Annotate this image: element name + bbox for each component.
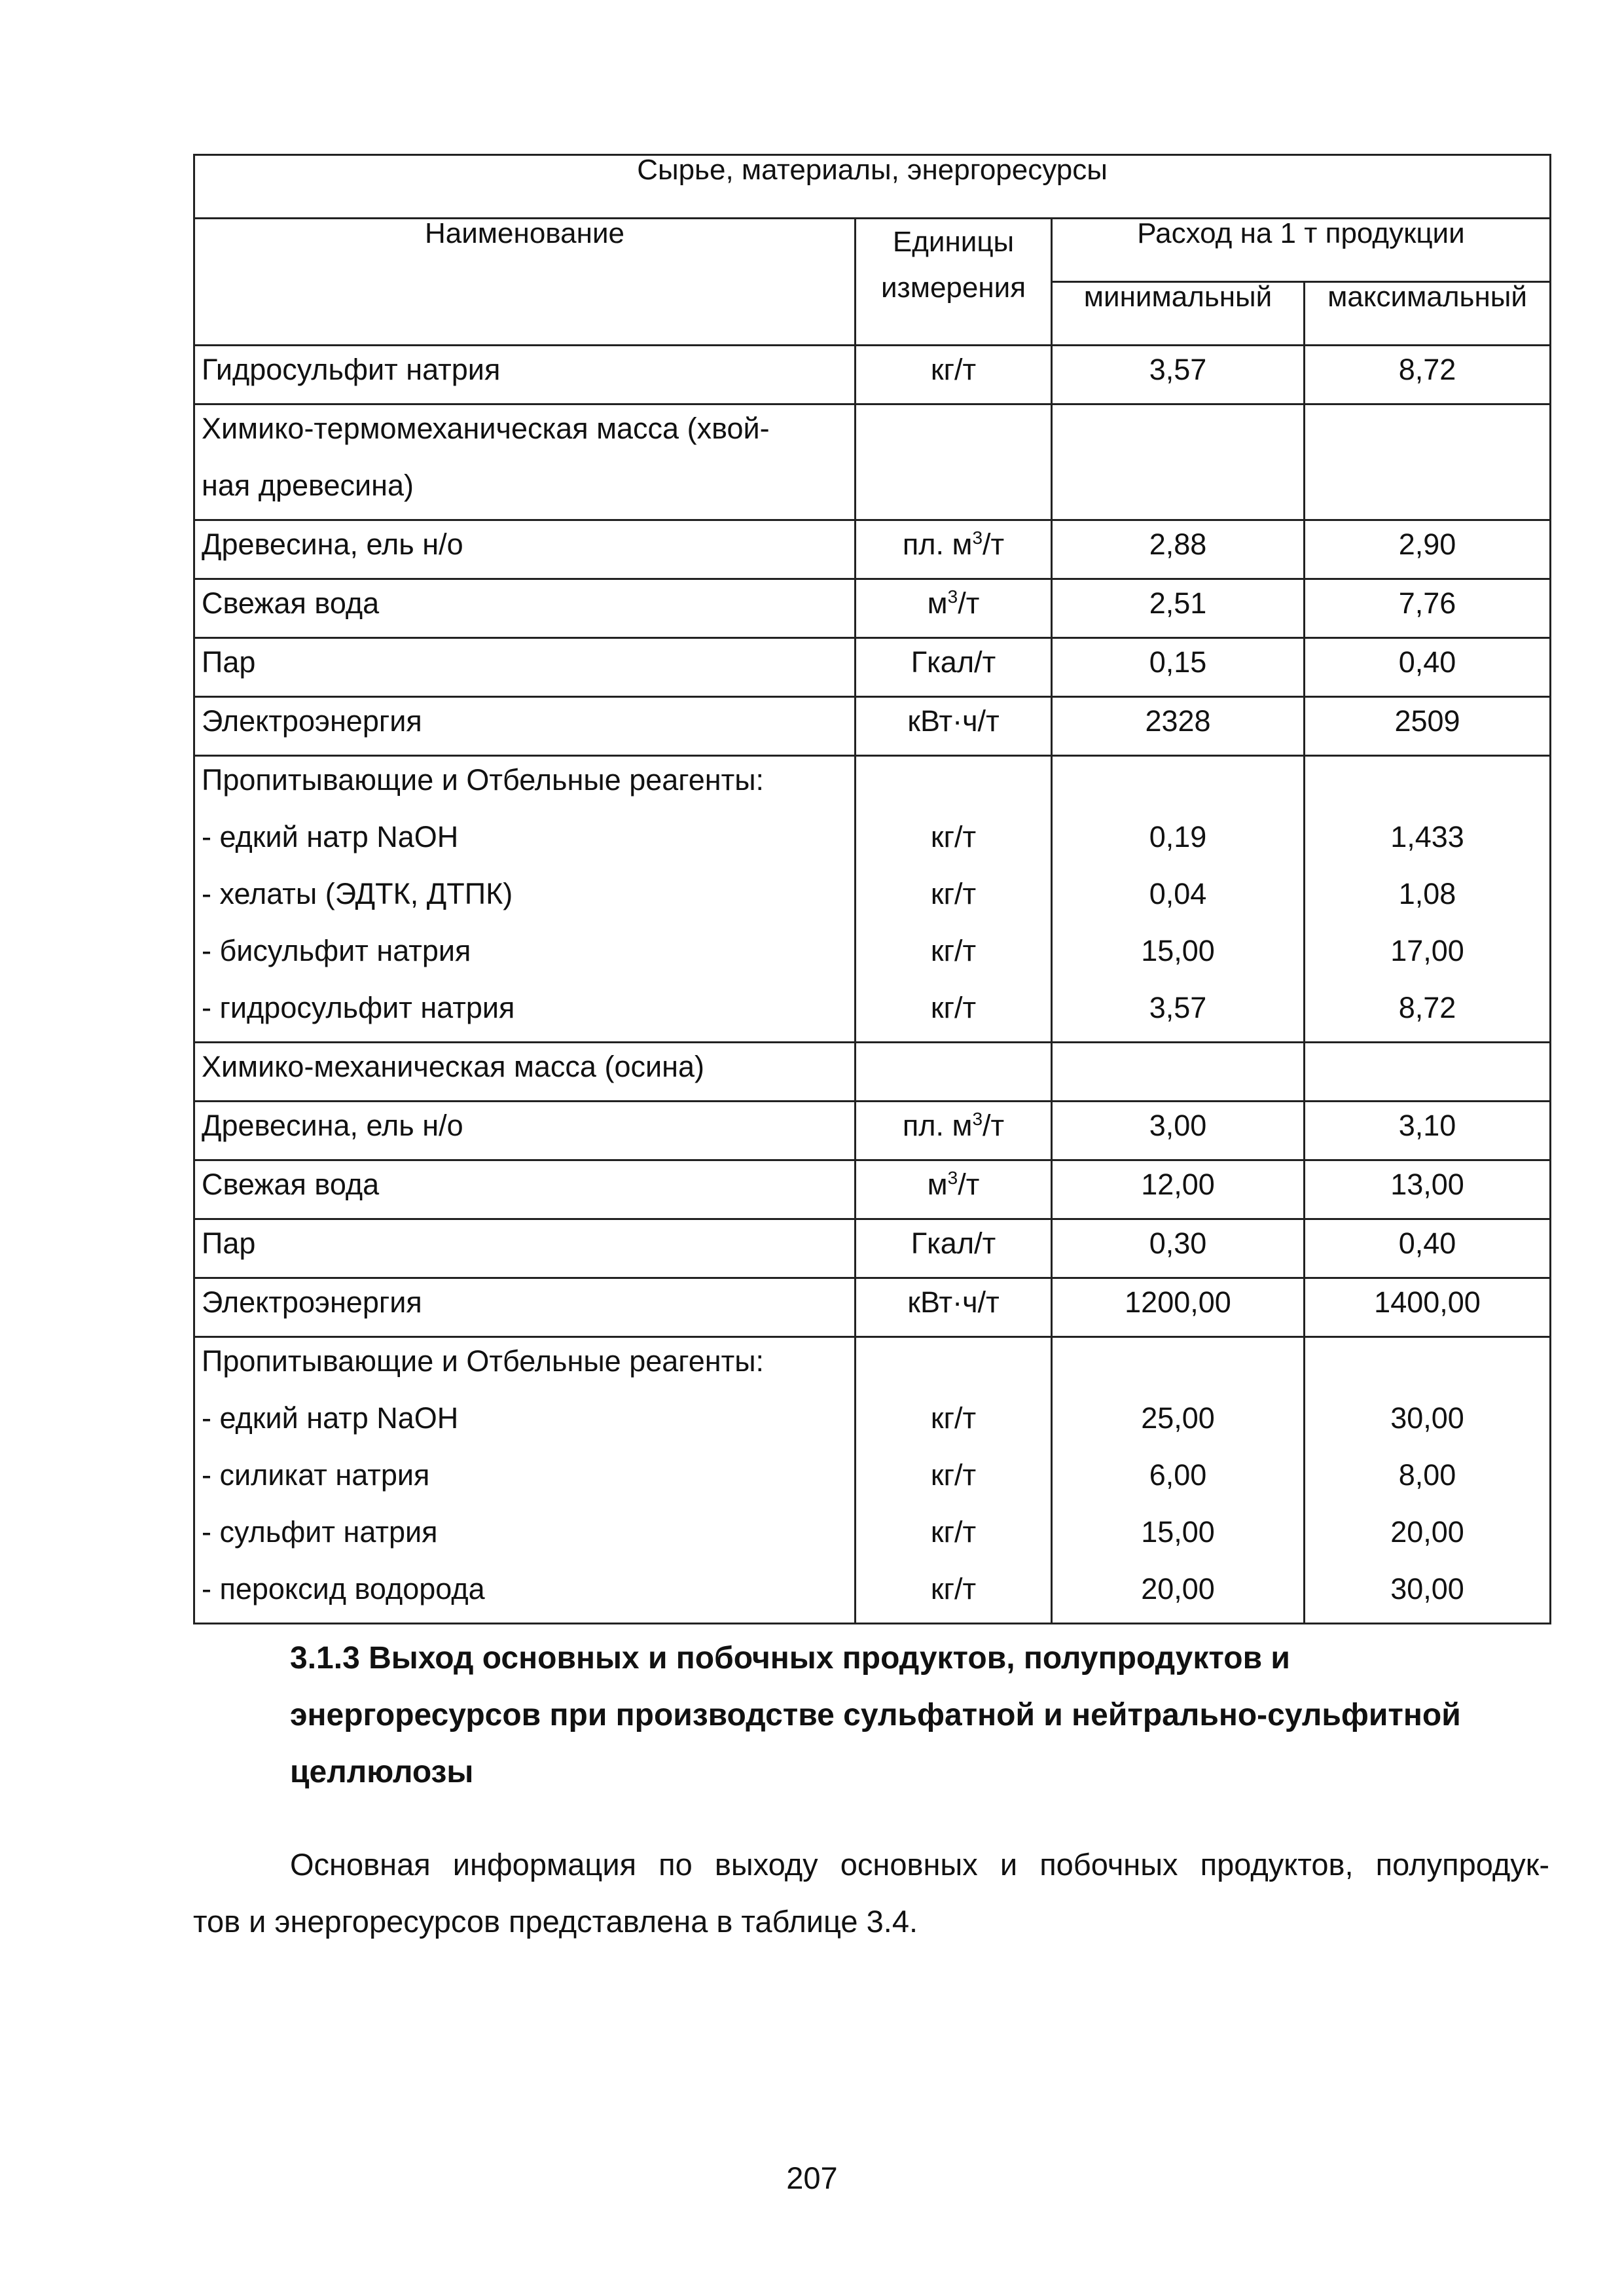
- units-text: [863, 984, 1044, 1041]
- name-text: Электроэнергия: [202, 1285, 422, 1319]
- units-base: Гкал/т: [911, 645, 996, 679]
- cell-max: [1305, 520, 1551, 579]
- table-row: [194, 1337, 1551, 1624]
- min-text: 2,88: [1149, 528, 1207, 561]
- table-row: [194, 1043, 1551, 1102]
- units-text: [863, 757, 1044, 814]
- max-text: 1,433: [1390, 820, 1464, 853]
- units-base: кг/т: [930, 1401, 977, 1435]
- header-min: минимальный: [1052, 282, 1305, 346]
- min-text: [1059, 1338, 1297, 1395]
- cell-units: [856, 1043, 1052, 1102]
- empty-line: [1059, 462, 1297, 519]
- max-text: 2,90: [1398, 528, 1456, 561]
- max-text: 17,00: [1390, 934, 1464, 967]
- cell-units: [856, 1102, 1052, 1160]
- name-text: Свежая вода: [202, 586, 380, 620]
- min-text: 1200,00: [1125, 1285, 1231, 1319]
- header-rate: Расход на 1 т продукции: [1052, 219, 1551, 282]
- body-paragraph: [193, 1836, 1549, 1950]
- name-text: - пероксид водорода: [202, 1572, 485, 1605]
- units-text: [863, 1395, 1044, 1452]
- units-suffix: /т: [983, 528, 1005, 561]
- min-text: 15,00: [1141, 934, 1215, 967]
- cell-min: [1052, 756, 1305, 1043]
- max-text: 13,00: [1390, 1168, 1464, 1201]
- units-base: кг/т: [930, 820, 977, 853]
- name-text: Древесина, ель н/о: [202, 528, 463, 561]
- units-text: [863, 870, 1044, 927]
- units-text: [863, 1509, 1044, 1566]
- cell-min: [1052, 404, 1305, 520]
- units-base: пл. м: [902, 528, 973, 561]
- section-heading-line3: целлюлозы: [290, 1755, 474, 1789]
- units-base: кг/т: [930, 991, 977, 1024]
- cell-min: [1052, 579, 1305, 638]
- cell-name: [194, 1337, 856, 1624]
- max-text: 3,10: [1398, 1109, 1456, 1142]
- units-text: [863, 1161, 1044, 1218]
- units-text: [863, 1566, 1044, 1623]
- table-row: [194, 579, 1551, 638]
- cell-name: [194, 1278, 856, 1337]
- max-text: 2509: [1394, 704, 1460, 738]
- name-text: - едкий натр NaOH: [202, 1401, 459, 1435]
- max-text: 0,40: [1398, 1227, 1456, 1260]
- min-text: 0,30: [1149, 1227, 1207, 1260]
- units-text: [863, 814, 1044, 870]
- max-text: 1400,00: [1374, 1285, 1481, 1319]
- cell-units: [856, 579, 1052, 638]
- cell-max: [1305, 346, 1551, 404]
- table-row: [194, 1160, 1551, 1219]
- cell-max: [1305, 1102, 1551, 1160]
- cell-max: [1305, 1337, 1551, 1624]
- cell-units: [856, 1219, 1052, 1278]
- table-title: Сырье, материалы, энергоресурсы: [194, 155, 1551, 219]
- cell-max: [1305, 1160, 1551, 1219]
- empty-line: [1059, 405, 1297, 462]
- section-heading-line1: 3.1.3 Выход основных и побочных продуктов, полупродуктов и: [290, 1641, 1290, 1676]
- name-text: Свежая вода: [202, 1168, 380, 1201]
- units-base: кг/т: [930, 934, 977, 967]
- cell-name: [194, 579, 856, 638]
- cell-units: [856, 1337, 1052, 1624]
- cell-min: [1052, 1337, 1305, 1624]
- table-row: [194, 756, 1551, 1043]
- cell-name: [194, 404, 856, 520]
- units-text: [863, 698, 1044, 755]
- name-text: - сульфит натрия: [202, 1515, 438, 1549]
- header-name: Наименование: [194, 219, 856, 346]
- cell-min: [1052, 346, 1305, 404]
- units-base: кВт·ч/т: [907, 704, 1000, 738]
- cell-units: [856, 756, 1052, 1043]
- empty-line: [1312, 405, 1543, 462]
- header-max: максимальный: [1305, 282, 1551, 346]
- cell-max: [1305, 404, 1551, 520]
- cell-max: [1305, 1278, 1551, 1337]
- max-text: 30,00: [1390, 1572, 1464, 1605]
- name-text: - едкий натр NaOH: [202, 820, 459, 853]
- min-text: 2328: [1145, 704, 1211, 738]
- units-suffix: /т: [958, 586, 980, 620]
- name-text: - гидросульфит натрия: [202, 991, 515, 1024]
- units-suffix: /т: [983, 1109, 1005, 1142]
- cell-max: [1305, 579, 1551, 638]
- paragraph-line2: тов и энергоресурсов представлена в таблице 3.4.: [193, 1904, 918, 1939]
- cell-units: [856, 404, 1052, 520]
- min-text: 0,19: [1149, 820, 1207, 853]
- units-base: кг/т: [930, 1458, 977, 1492]
- empty-line: [863, 462, 1044, 519]
- min-text: 3,57: [1149, 991, 1207, 1024]
- units-text: [863, 927, 1044, 984]
- cell-name: [194, 520, 856, 579]
- table-row: [194, 404, 1551, 520]
- name-text: - хелаты (ЭДТК, ДТПК): [202, 877, 513, 910]
- units-text: [863, 1102, 1044, 1159]
- units-text: [863, 346, 1044, 403]
- cell-max: [1305, 1219, 1551, 1278]
- min-text: 15,00: [1141, 1515, 1215, 1549]
- cell-max: [1305, 697, 1551, 756]
- cell-name: [194, 1102, 856, 1160]
- empty-line: [1312, 462, 1543, 519]
- cell-name: [194, 697, 856, 756]
- min-text: 2,51: [1149, 586, 1207, 620]
- cell-units: [856, 697, 1052, 756]
- table-row: [194, 520, 1551, 579]
- units-base: м: [927, 586, 948, 620]
- cell-min: [1052, 638, 1305, 697]
- cell-name: [194, 1219, 856, 1278]
- table-row: [194, 697, 1551, 756]
- name-text: Пропитывающие и Отбельные реагенты:: [202, 763, 765, 797]
- units-superscript: 3: [947, 1168, 958, 1188]
- name-text: - силикат натрия: [202, 1458, 430, 1492]
- units-base: кВт·ч/т: [907, 1285, 1000, 1319]
- max-text: 8,72: [1398, 991, 1456, 1024]
- name-text: Пропитывающие и Отбельные реагенты:: [202, 1344, 765, 1378]
- units-base: кг/т: [930, 353, 977, 386]
- min-text: 25,00: [1141, 1401, 1215, 1435]
- max-text: [1312, 757, 1543, 814]
- name-text: Электроэнергия: [202, 704, 422, 738]
- units-text: [863, 639, 1044, 696]
- min-text: 3,00: [1149, 1109, 1207, 1142]
- cell-name: [194, 1160, 856, 1219]
- table-row: [194, 1219, 1551, 1278]
- cell-min: [1052, 1278, 1305, 1337]
- units-text: [863, 580, 1044, 637]
- units-base: м: [927, 1168, 948, 1201]
- units-base: кг/т: [930, 877, 977, 910]
- cell-min: [1052, 1043, 1305, 1102]
- units-superscript: 3: [972, 528, 983, 548]
- page-number: 207: [786, 2161, 838, 2195]
- paragraph-line1: Основная информация по выходу основных и побочных продуктов, полупродук-: [290, 1847, 1549, 1882]
- cell-min: [1052, 697, 1305, 756]
- header-units-line2: измерения: [880, 272, 1026, 304]
- section-heading: [290, 1630, 1553, 1801]
- min-text: 12,00: [1141, 1168, 1215, 1201]
- name-text: Химико-термомеханическая масса (хвой-: [202, 412, 770, 445]
- cell-units: [856, 638, 1052, 697]
- cell-max: [1305, 1043, 1551, 1102]
- units-base: кг/т: [930, 1572, 977, 1605]
- max-text: 8,72: [1398, 353, 1456, 386]
- table-row: [194, 346, 1551, 404]
- max-text: 8,00: [1398, 1458, 1456, 1492]
- max-text: 1,08: [1398, 877, 1456, 910]
- cell-min: [1052, 1102, 1305, 1160]
- min-text: 0,04: [1149, 877, 1207, 910]
- name-text: Древесина, ель н/о: [202, 1109, 463, 1142]
- cell-name: [194, 638, 856, 697]
- min-text: 20,00: [1141, 1572, 1215, 1605]
- units-text: [863, 1338, 1044, 1395]
- units-text: [863, 1220, 1044, 1277]
- cell-min: [1052, 520, 1305, 579]
- units-base: Гкал/т: [911, 1227, 996, 1260]
- cell-max: [1305, 756, 1551, 1043]
- name-text: Пар: [202, 1227, 256, 1260]
- cell-name: [194, 346, 856, 404]
- max-text: 0,40: [1398, 645, 1456, 679]
- cell-min: [1052, 1219, 1305, 1278]
- cell-units: [856, 1160, 1052, 1219]
- units-suffix: /т: [958, 1168, 980, 1201]
- units-text: [863, 1279, 1044, 1336]
- empty-line: [863, 405, 1044, 462]
- name-text: Гидросульфит натрия: [202, 353, 501, 386]
- units-superscript: 3: [947, 586, 958, 607]
- name-text: - бисульфит натрия: [202, 934, 471, 967]
- min-text: [1059, 757, 1297, 814]
- units-text: [863, 521, 1044, 578]
- name-text: Химико-механическая масса (осина): [202, 1050, 704, 1083]
- cell-name: [194, 1043, 856, 1102]
- min-text: 0,15: [1149, 645, 1207, 679]
- section-heading-line2: энергоресурсов при производстве сульфатной и нейтрально-сульфитной: [290, 1698, 1461, 1732]
- header-units: [856, 219, 1052, 346]
- table-row: [194, 1102, 1551, 1160]
- max-text: 7,76: [1398, 586, 1456, 620]
- min-text: 3,57: [1149, 353, 1207, 386]
- units-text: [863, 1452, 1044, 1509]
- max-text: 20,00: [1390, 1515, 1464, 1549]
- empty-line: [863, 1043, 1044, 1100]
- name-text: ная древесина): [202, 469, 414, 502]
- cell-units: [856, 520, 1052, 579]
- max-text: [1312, 1338, 1543, 1395]
- empty-line: [1312, 1043, 1543, 1100]
- cell-units: [856, 346, 1052, 404]
- cell-min: [1052, 1160, 1305, 1219]
- units-base: пл. м: [902, 1109, 973, 1142]
- units-superscript: 3: [972, 1109, 983, 1129]
- max-text: 30,00: [1390, 1401, 1464, 1435]
- table-row: [194, 638, 1551, 697]
- name-text: Пар: [202, 645, 256, 679]
- units-base: кг/т: [930, 1515, 977, 1549]
- cell-units: [856, 1278, 1052, 1337]
- empty-line: [1059, 1043, 1297, 1100]
- consumption-table: [193, 154, 1551, 1624]
- cell-name: [194, 756, 856, 1043]
- table-row: [194, 1278, 1551, 1337]
- header-units-line1: Единицы: [892, 226, 1015, 258]
- min-text: 6,00: [1149, 1458, 1207, 1492]
- cell-max: [1305, 638, 1551, 697]
